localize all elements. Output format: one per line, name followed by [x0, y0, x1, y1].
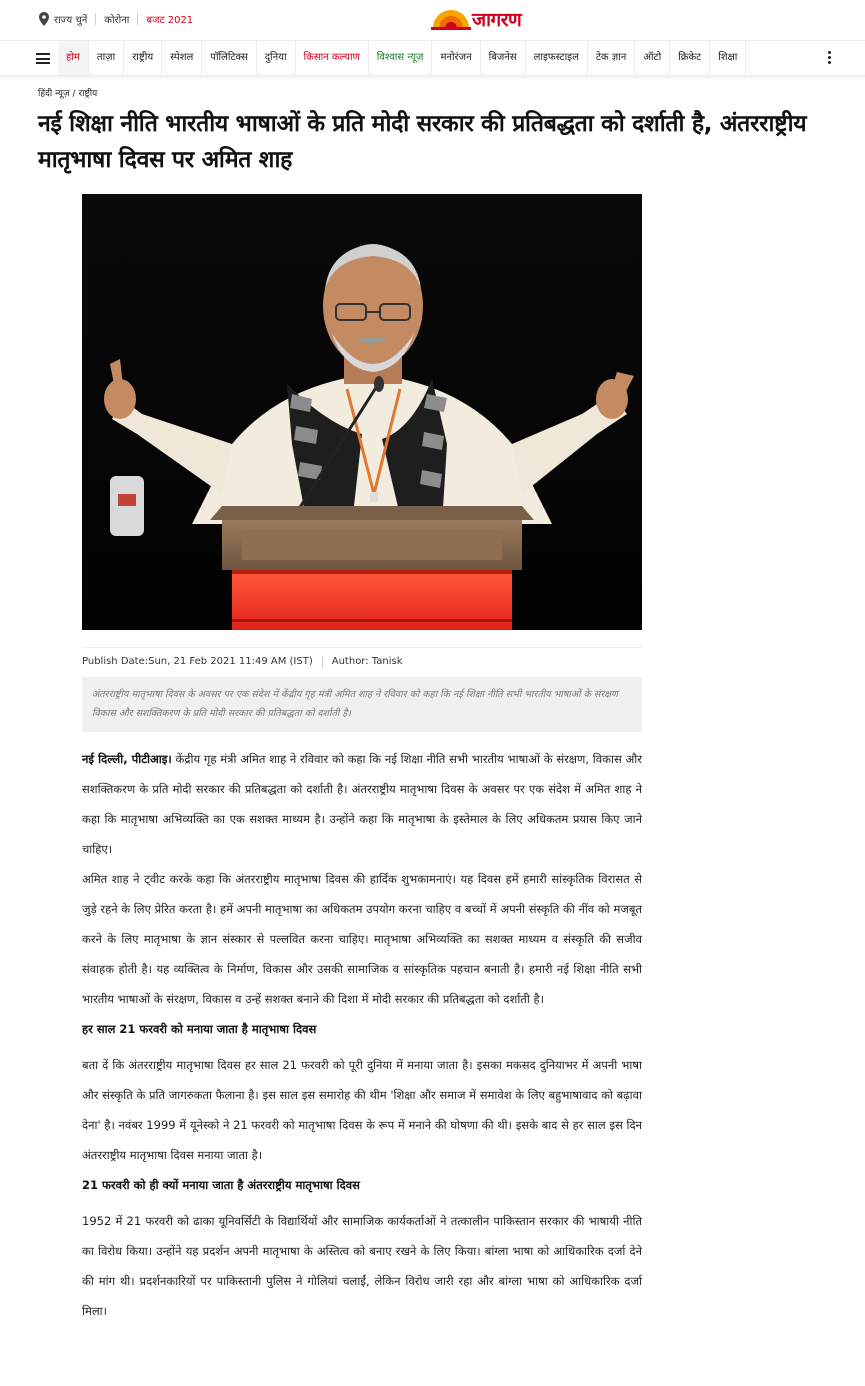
nav-item[interactable]: विश्वास न्यूज़ — [369, 41, 433, 75]
nav-item[interactable]: स्पेशल — [162, 41, 202, 75]
top-links — [38, 12, 193, 26]
nav-item[interactable]: दुनिया — [257, 41, 296, 75]
paragraph: 1952 में 21 फरवरी को ढाका यूनिवर्सिटी के विद्यार्थियों और सामाजिक कार्यकर्ताओं ने तत्कालीन पाकिस्तान सरकार की भाषायी नीति का विरोध किया। उन्होंने यह प्रदर्शन अपनी मातृभाषा के अस्तित्व को बनाए रखने के लिए किया। बांग्ला भाषा को आधिकारिक दर्जा देने की मांग थी। प्रदर्शनकारियों पर पाकिस्तानी पुलिस ने गोलियां चलाईं, लेकिन विरोध जारी रहा और बांग्ला भाषा को आधिकारिक दर्जा मिला। — [82, 1214, 642, 1318]
main-nav — [0, 40, 865, 76]
corona-link[interactable]: कोरोना — [104, 15, 130, 26]
more-menu-icon[interactable] — [828, 51, 832, 65]
paragraph-text: केंद्रीय गृह मंत्री अमित शाह ने रविवार को कहा कि नई शिक्षा नीति सभी भारतीय भाषाओं के संरक्षण, विकास और सशक्तिकरण के प्रति मोदी सरकार की प्रतिबद्धता को दर्शाती है। अंतरराष्ट्रीय मातृभाषा दिवस के अवसर पर एक संदेश में अमित शाह ने कहा कि मातृभाषा अभिव्यक्ति का एक सशक्त माध्यम है। उन्होंने कहा कि मातृभाषा के इस्तेमाल के लिए अधिकतम प्रयास किए जाने चाहिए। — [82, 752, 643, 856]
breadcrumb-section[interactable]: राष्ट्रीय — [78, 89, 98, 99]
logo-text: जागरण — [472, 9, 522, 31]
menu-icon[interactable] — [36, 53, 50, 64]
breadcrumb-home[interactable]: हिंदी न्यूज़ — [38, 89, 70, 99]
top-bar — [0, 0, 865, 40]
jagran-logo[interactable] — [431, 7, 521, 31]
state-select-link[interactable]: राज्य चुनें — [54, 15, 88, 26]
article-hero-image — [82, 194, 642, 630]
divider — [137, 13, 138, 25]
dateline: नई दिल्ली, पीटीआइ। — [82, 752, 172, 766]
nav-item[interactable]: ऑटो — [635, 41, 670, 75]
nav-item[interactable]: ताज़ा — [89, 41, 124, 75]
nav-item[interactable]: बिजनेस — [481, 41, 526, 75]
article-summary: अंतरराष्ट्रीय मातृभाषा दिवस के अवसर पर एक संदेश में केंद्रीय गृह मंत्री अमित शाह ने रविवार को कहा कि नई शिक्षा नीति सभी भारतीय भाषाओं के संरक्षण विकास और सशक्तिकरण के प्रति मोदी सरकार की प्रतिबद्धता को दर्शाती है। — [82, 677, 642, 732]
nav-items — [58, 41, 746, 75]
article-meta — [82, 647, 642, 675]
paragraph — [82, 744, 642, 864]
nav-item[interactable]: टेक ज्ञान — [588, 41, 635, 75]
location-pin-icon — [38, 12, 50, 26]
article-body — [82, 744, 642, 1326]
nav-item[interactable]: होम — [58, 41, 89, 75]
breadcrumb-separator: / — [72, 89, 76, 99]
author[interactable]: Author: Tanisk — [331, 656, 403, 667]
nav-item[interactable]: शिक्षा — [710, 41, 746, 75]
subheading: 21 फरवरी को ही क्यों मनाया जाता है अंतरराष्ट्रीय मातृभाषा दिवस — [82, 1178, 360, 1192]
nav-item[interactable]: मनोरंजन — [432, 41, 480, 75]
nav-item[interactable]: लाइफस्टाइल — [526, 41, 588, 75]
nav-item[interactable]: किसान कल्याण — [296, 41, 369, 75]
paragraph: बता दें कि अंतरराष्ट्रीय मातृभाषा दिवस हर साल 21 फरवरी को पूरी दुनिया में मनाया जाता है। इसका मकसद दुनियाभर में अपनी भाषा और संस्कृति के प्रति जागरुकता फैलाना है। इस साल इस समारोह की थीम 'शिक्षा और समाज में समावेश के लिए बहुभाषावाद को बढ़ावा देना' है। नवंबर 1999 में यूनेस्को ने 21 फरवरी को मातृभाषा दिवस के रूप में मनाने की घोषणा की थी। इसके बाद से हर साल इस दिन अंतरराष्ट्रीय मातृभाषा दिवस मनाया जाता है। — [82, 1058, 642, 1162]
nav-item[interactable]: राष्ट्रीय — [124, 41, 162, 75]
budget-link[interactable]: बजट 2021 — [146, 15, 194, 26]
breadcrumb — [38, 86, 97, 99]
sun-logo-icon — [431, 8, 471, 30]
subheading: हर साल 21 फरवरी को मनाया जाता है मातृभाषा दिवस — [82, 1022, 317, 1036]
publish-date: Publish Date:Sun, 21 Feb 2021 11:49 AM (IST) — [82, 656, 313, 667]
article-title: नई शिक्षा नीति भारतीय भाषाओं के प्रति मोदी सरकार की प्रतिबद्धता को दर्शाती है, अंतरराष्ट्रीय मातृभाषा दिवस पर अमित शाह — [38, 111, 807, 173]
divider — [95, 13, 96, 25]
nav-item[interactable]: क्रिकेट — [670, 41, 710, 75]
paragraph: अमित शाह ने ट्वीट करके कहा कि अंतरराष्ट्रीय मातृभाषा दिवस की हार्दिक शुभकामनाएं। यह दिवस हमें हमारी सांस्कृतिक विरासत से जुड़े रहने के लिए प्रेरित करता है। हमें अपनी मातृभाषा का अधिकतम उपयोग करना चाहिए व बच्चों में अपनी संस्कृति की नींव को मजबूत करने के लिए मातृभाषा के ज्ञान संस्कार से पल्लवित करना चाहिए। मातृभाषा अभिव्यक्ति का सशक्त माध्यम व संस्कृति की सजीव संवाहक होती है। यह व्यक्तित्व के निर्माण, विकास और उसकी सामाजिक व सांस्कृतिक पहचान बनाती है। हमारी नई शिक्षा नीति सभी भारतीय भाषाओं के संरक्षण, विकास व उन्हें सशक्त बनाने की दिशा में मोदी सरकार की प्रतिबद्धता को दर्शाती है। — [82, 872, 642, 1006]
divider — [322, 656, 323, 668]
nav-item[interactable]: पॉलिटिक्स — [202, 41, 256, 75]
